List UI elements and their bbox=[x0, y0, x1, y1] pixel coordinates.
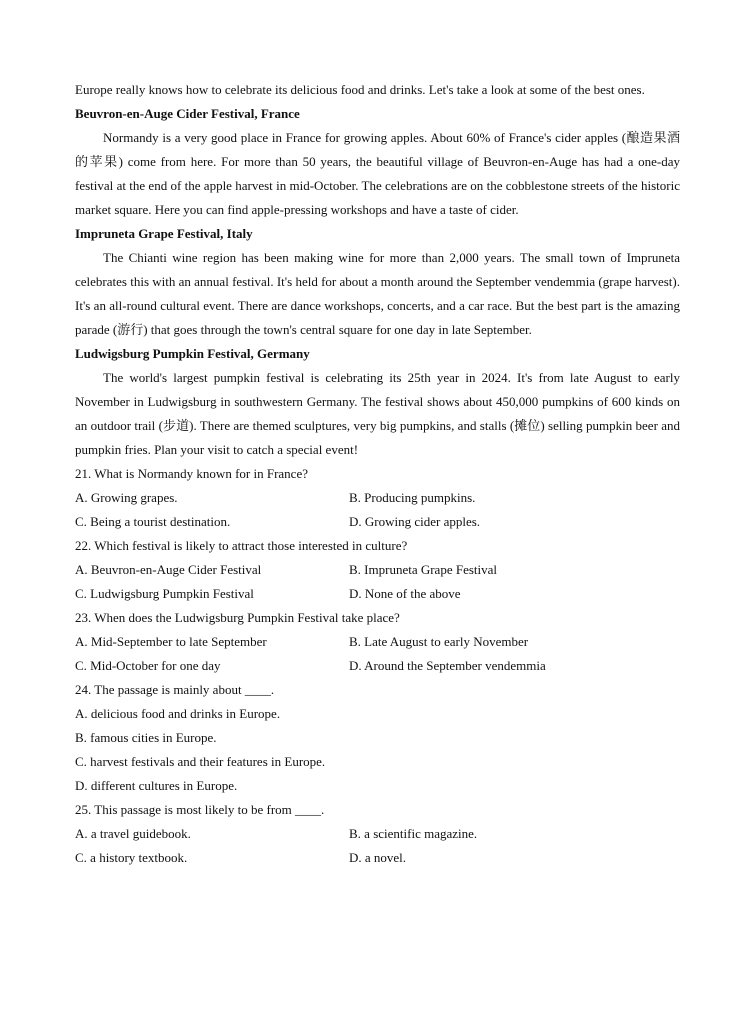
question-24-stem: 24. The passage is mainly about ____. bbox=[75, 682, 275, 697]
festival-heading-grape: Impruneta Grape Festival, Italy bbox=[75, 226, 253, 241]
q24-option-b: B. famous cities in Europe. bbox=[75, 730, 217, 745]
question-21-stem: 21. What is Normandy known for in France? bbox=[75, 466, 308, 481]
festival-body-cider: Normandy is a very good place in France for growing apples. About 60% of France's cider apples (酿造果酒的苹果) come from here. For more than 50 years, the beautiful village of Beuvron-en-Auge has had a one-day festival at the end of the apple harvest in mid-October. The celebrations are on the cobblestone streets of the historic market square. Here you can find apple-pressing workshops and have a taste of cider. bbox=[75, 130, 680, 217]
question-22-options bbox=[75, 558, 680, 606]
intro-paragraph: Europe really knows how to celebrate its delicious food and drinks. Let's take a look at some of the best ones. bbox=[75, 82, 645, 97]
q22-option-b: B. Impruneta Grape Festival bbox=[349, 562, 498, 577]
question-23-options bbox=[75, 630, 680, 678]
question-23-stem: 23. When does the Ludwigsburg Pumpkin Festival take place? bbox=[75, 610, 400, 625]
q25-option-a: A. a travel guidebook. bbox=[75, 826, 191, 841]
question-25-stem: 25. This passage is most likely to be from ____. bbox=[75, 802, 325, 817]
q21-option-a: A. Growing grapes. bbox=[75, 490, 178, 505]
q25-option-c: C. a history textbook. bbox=[75, 850, 188, 865]
q24-option-c: C. harvest festivals and their features in Europe. bbox=[75, 754, 326, 769]
q21-option-d: D. Growing cider apples. bbox=[349, 514, 481, 529]
festival-heading-pumpkin: Ludwigsburg Pumpkin Festival, Germany bbox=[75, 346, 310, 361]
q23-option-c: C. Mid-October for one day bbox=[75, 658, 221, 673]
question-25-options bbox=[75, 822, 680, 870]
q21-option-b: B. Producing pumpkins. bbox=[349, 490, 476, 505]
q23-option-d: D. Around the September vendemmia bbox=[349, 658, 546, 673]
festival-heading-cider: Beuvron-en-Auge Cider Festival, France bbox=[75, 106, 300, 121]
q24-option-d: D. different cultures in Europe. bbox=[75, 778, 238, 793]
q22-option-a: A. Beuvron-en-Auge Cider Festival bbox=[75, 562, 262, 577]
q22-option-d: D. None of the above bbox=[349, 586, 461, 601]
q24-option-a: A. delicious food and drinks in Europe. bbox=[75, 706, 281, 721]
q22-option-c: C. Ludwigsburg Pumpkin Festival bbox=[75, 586, 254, 601]
q23-option-a: A. Mid-September to late September bbox=[75, 634, 267, 649]
festival-body-grape: The Chianti wine region has been making wine for more than 2,000 years. The small town of Impruneta celebrates this with an annual festival. It's held for about a month around the September vendemmia (grape harvest). It's an all-round cultural event. There are dance workshops, concerts, and a car race. But the best part is the amazing parade (游行) that goes through the town's central square for one day in late September. bbox=[75, 250, 680, 337]
q23-option-b: B. Late August to early November bbox=[349, 634, 529, 649]
question-21-options bbox=[75, 486, 680, 534]
question-22-stem: 22. Which festival is likely to attract those interested in culture? bbox=[75, 538, 408, 553]
festival-body-pumpkin: The world's largest pumpkin festival is celebrating its 25th year in 2024. It's from late August to early November in Ludwigsburg in southwestern Germany. The festival shows about 450,000 pumpkins of 600 kinds on an outdoor trail (步道). There are themed sculptures, very big pumpkins, and stalls (摊位) selling pumpkin beer and pumpkin fries. Plan your visit to catch a special event! bbox=[75, 370, 680, 457]
q25-option-b: B. a scientific magazine. bbox=[349, 826, 478, 841]
q21-option-c: C. Being a tourist destination. bbox=[75, 514, 231, 529]
q25-option-d: D. a novel. bbox=[349, 850, 407, 865]
document-page bbox=[75, 78, 680, 870]
